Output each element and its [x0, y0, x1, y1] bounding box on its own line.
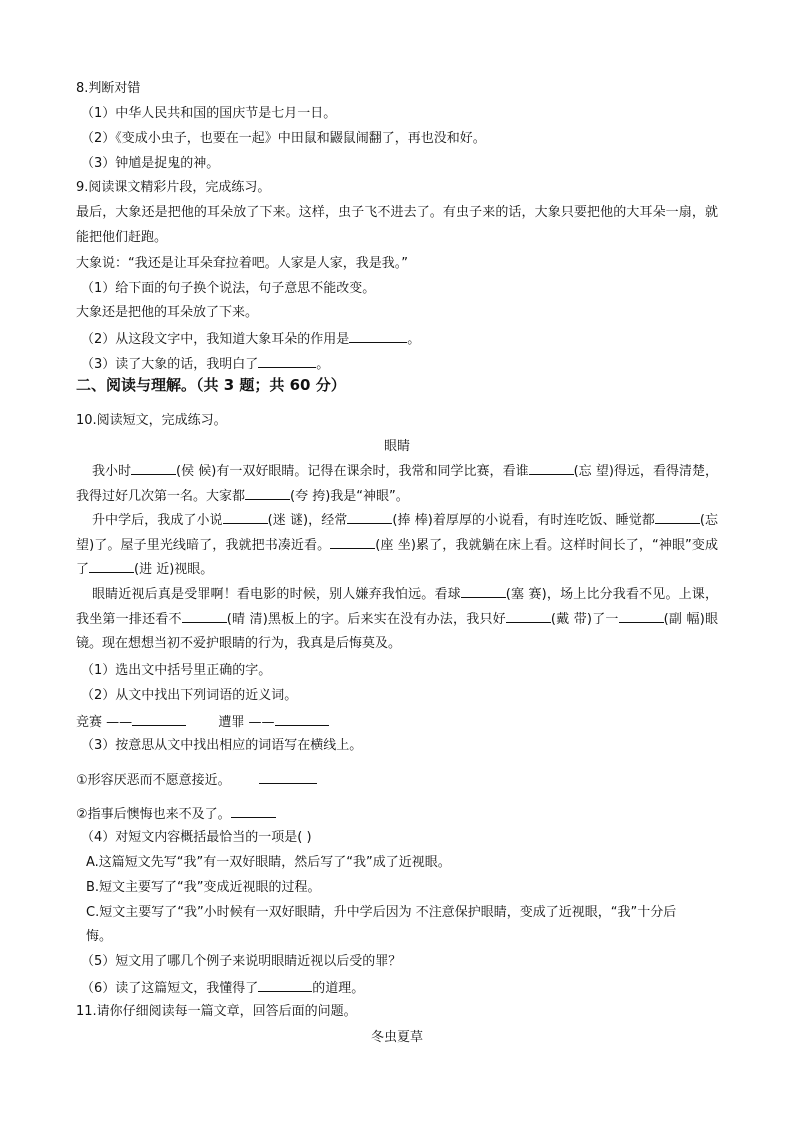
section-heading: 二、阅读与理解。（共 3 题；共 60 分）: [76, 376, 346, 394]
q11-article-title: 冬虫夏草: [370, 1030, 423, 1045]
synonym-1-label: 竞赛 ——: [76, 715, 133, 730]
option-c-cont: 悔。: [86, 929, 113, 944]
option-a: A.这篇短文先写“我”有一双好眼睛，然后写了“我”成了近视眼。: [86, 855, 451, 870]
answer-blank[interactable]: [258, 977, 312, 992]
answer-blank[interactable]: [132, 711, 186, 726]
answer-blank[interactable]: [223, 509, 268, 524]
q10-paragraph-2: 升中学后，我成了小说 (迷 谜)，经常 (捧 棒)着厚厚的小说看，有时连吃饭、睡觉都 (忘 望)了。屋子里光线暗了，我就把书凑近看。 (座 坐)累了，我就躺在床上看。这样时间长了，“神眼”变成了 (进 近)视眼。: [76, 509, 718, 583]
answer-blank[interactable]: [275, 711, 329, 726]
q10-paragraph-1: 我小时 (侯 候)有一双好眼睛。记得在课余时，我常和同学比赛，看谁 (忘 望)得远，看得清楚，我得过好几次第一名。大家都 (夸 挎)我是“神眼”。: [76, 460, 718, 509]
q9-passage: 最后，大象还是把他的耳朵放了下来。这样，虫子飞不进去了。有虫子来的话，大象只要把他的大耳朵一扇，就能把他们赶跑。: [76, 205, 718, 245]
answer-blank[interactable]: [231, 803, 276, 818]
answer-blank[interactable]: [619, 608, 664, 623]
option-c: C.短文主要写了“我”小时候有一双好眼睛，升中学后因为 不注意保护眼睛，变成了近视眼，“我”十分后: [86, 905, 677, 920]
answer-blank[interactable]: [655, 509, 700, 524]
q9-sub2: （2）从这段文字中，我知道大象耳朵的作用是 。: [81, 328, 420, 349]
q10-sub4: （4）对短文内容概括最恰当的一项是( ): [81, 830, 312, 845]
q10-sub1: （1）选出文中括号里正确的字。: [81, 663, 272, 678]
answer-blank[interactable]: [529, 460, 574, 475]
answer-blank[interactable]: [182, 608, 227, 623]
q9-sub3-text: （3）读了大象的话，我明白了: [81, 357, 259, 372]
answer-blank[interactable]: [461, 583, 506, 598]
q8-item-3: （3）钟馗是捉鬼的神。: [81, 156, 220, 171]
q11-title: 11.请你仔细阅读每一篇文章，回答后面的问题。: [76, 1004, 357, 1019]
answer-blank[interactable]: [89, 558, 134, 573]
q9-sub3: （3）读了大象的话，我明白了 。: [81, 353, 329, 374]
q9-sub1: （1）给下面的句子换个说法，句子意思不能改变。: [81, 281, 376, 296]
q10-synonym-row: [76, 711, 329, 732]
synonym-2-label: 遭罪 ——: [218, 715, 275, 730]
q10-article-title: 眼睛: [383, 439, 410, 454]
answer-blank[interactable]: [258, 353, 316, 368]
answer-blank[interactable]: [347, 509, 392, 524]
option-b: B.短文主要写了“我”变成近视眼的过程。: [86, 880, 321, 895]
answer-blank[interactable]: [245, 485, 290, 500]
answer-blank[interactable]: [506, 608, 551, 623]
q10-sub5: （5）短文用了哪几个例子来说明眼睛近视以后受的罪？: [81, 954, 402, 969]
q10-sub2: （2）从文中找出下列词语的近义词。: [81, 688, 298, 703]
q10-title: 10.阅读短文，完成练习。: [76, 413, 227, 428]
q9-quote: 大象说：“我还是让耳朵耷拉着吧。人家是人家，我是我。”: [76, 256, 408, 271]
answer-blank[interactable]: [259, 769, 317, 784]
answer-blank[interactable]: [330, 534, 375, 549]
q10-paragraph-3: 眼睛近视后真是受罪啊！看电影的时候，别人嫌弃我怕远。看球 (塞 赛)，场上比分我看不见。上课，我坐第一排还看不 (晴 清)黑板上的字。后来实在没有办法，我只好 (戴 带)了一 (副 幅)眼镜。现在想想当初不爱护眼睛的行为，我真是后悔莫及。: [76, 583, 718, 657]
q9-sub2-text: （2）从这段文字中，我知道大象耳朵的作用是: [81, 332, 350, 347]
q10-sub3: （3）按意思从文中找出相应的词语写在横线上。: [81, 738, 363, 753]
answer-blank[interactable]: [131, 460, 176, 475]
q8-item-1: （1）中华人民共和国的国庆节是七月一日。: [81, 106, 337, 121]
q10-meaning-1: ①形容厌恶而不愿意接近。: [76, 769, 317, 790]
q10-sub6: （6）读了这篇短文，我懂得了 的道理。: [81, 977, 364, 998]
q9-sub1-sentence: 大象还是把他的耳朵放了下来。: [76, 305, 259, 320]
q10-meaning-2: ②指事后懊悔也来不及了。: [76, 803, 276, 824]
q8-item-2: （2）《变成小虫子，也要在一起》中田鼠和鼹鼠闹翻了，再也没和好。: [81, 131, 486, 146]
q8-title: 8.判断对错: [76, 81, 141, 96]
answer-blank[interactable]: [349, 328, 407, 343]
q9-title: 9.阅读课文精彩片段，完成练习。: [76, 180, 271, 195]
